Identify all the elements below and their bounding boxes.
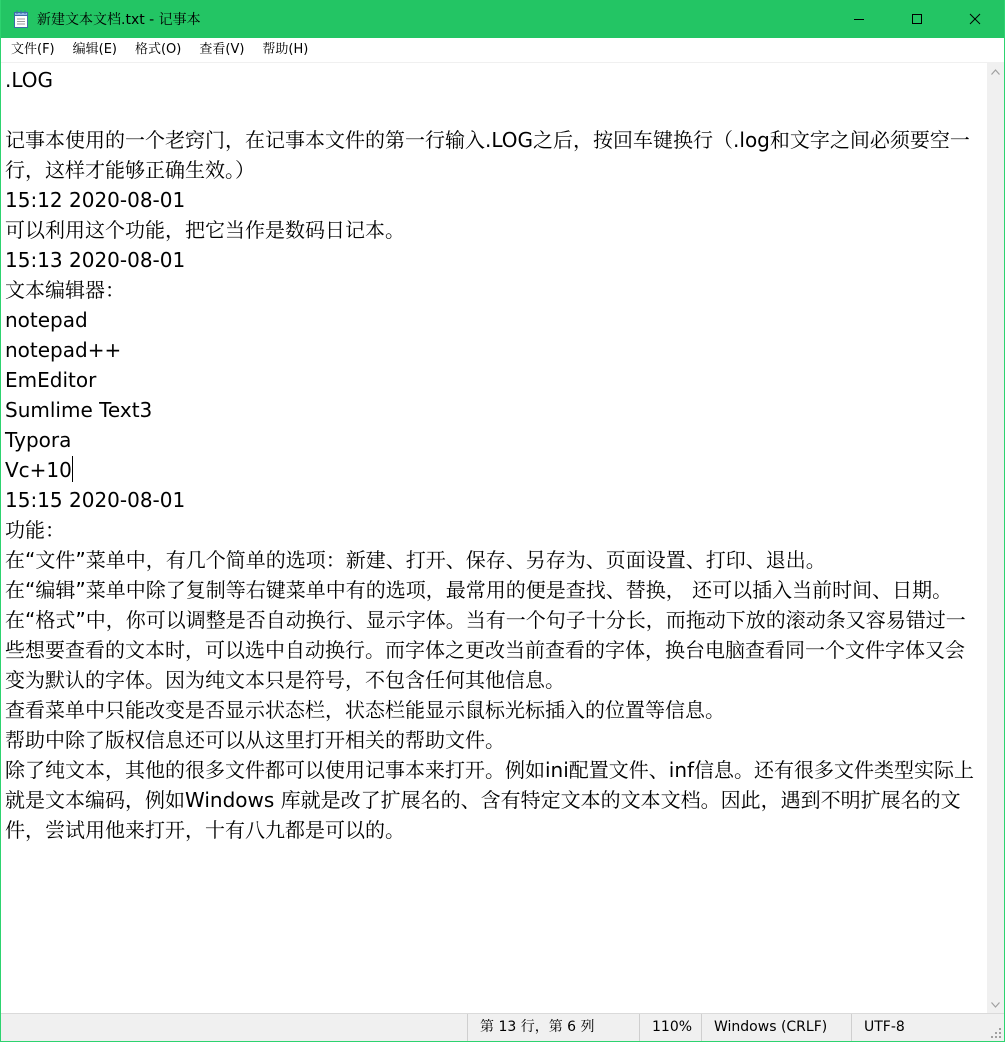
scroll-down-button[interactable] [987, 996, 1004, 1013]
minimize-icon [853, 13, 865, 25]
menu-bar [1, 38, 1004, 63]
status-bar [1, 1013, 1004, 1041]
maximize-button[interactable] [888, 0, 946, 38]
caption-buttons [830, 0, 1004, 38]
menu-format[interactable]: 格式(O) [134, 42, 182, 57]
title-bar[interactable] [1, 0, 1004, 38]
resize-grip-icon[interactable] [990, 1027, 1002, 1039]
notepad-app-icon[interactable] [13, 10, 29, 28]
editor-content[interactable] [1, 63, 980, 845]
text-caret [72, 456, 73, 482]
menu-help[interactable]: 帮助(H) [262, 42, 309, 57]
chevron-down-icon [991, 1002, 1000, 1008]
chevron-up-icon [991, 69, 1000, 75]
close-icon [969, 13, 981, 25]
menu-edit[interactable]: 编辑(E) [72, 42, 117, 57]
menu-file[interactable]: 文件(F) [11, 42, 55, 57]
scroll-up-button[interactable] [987, 63, 1004, 80]
editor-text-before-caret: .LOG 记事本使用的一个老窍门，在记事本文件的第一行输入.LOG之后，按回车键换行（.log和文字之间必须要空一行，这样才能够正确生效。） 15:12 2020-08-01 可以利用这个功能，把它当作是数码日记本。 15:13 2020-08-01 文本编辑器： notepad notepad++ EmEditor Sumlime Text3 Typora Vc+10 [5, 68, 970, 482]
maximize-icon [911, 13, 923, 25]
status-line-ending: Windows (CRLF) [701, 1014, 851, 1041]
menu-view[interactable]: 查看(V) [199, 42, 245, 57]
close-button[interactable] [946, 0, 1004, 38]
vertical-scrollbar[interactable] [987, 63, 1004, 1013]
status-cursor-position: 第 13 行，第 6 列 [467, 1014, 639, 1041]
text-editor[interactable] [1, 63, 987, 1013]
status-zoom: 110% [639, 1014, 701, 1041]
editor-text-after-caret: 15:15 2020-08-01 功能： 在“文件”菜单中，有几个简单的选项：新建、打开、保存、另存为、页面设置、打印、退出。 在“编辑”菜单中除了复制等右键菜单中有的选项，最常用的便是查找、替换， 还可以插入当前时间、日期。 在“格式”中，你可以调整是否自动换行、显示字体。当有一个句子十分长，而拖动下放的滚动条又容易错过一些想要查看的文本时，可以选中自动换行。而字体之更改当前查看的字体，换台电脑查看同一个文件字体又会变为默认的字体。因为纯文本只是符号，不包含任何其他信息。 查看菜单中只能改变是否显示状态栏，状态栏能显示鼠标光标插入的位置等信息。 帮助中除了版权信息还可以从这里打开相关的帮助文件。 除了纯文本，其他的很多文件都可以使用记事本来打开。例如ini配置文件、inf信息。还有很多文件类型实际上就是文本编码，例如Windows 库就是改了扩展名的、含有特定文本的文本文档。因此，遇到不明扩展名的文件，尝试用他来打开，十有八九都是可以的。 [5, 488, 975, 842]
minimize-button[interactable] [830, 0, 888, 38]
window-title: 新建文本文档.txt - 记事本 [37, 12, 201, 28]
status-encoding: UTF-8 [851, 1014, 991, 1041]
